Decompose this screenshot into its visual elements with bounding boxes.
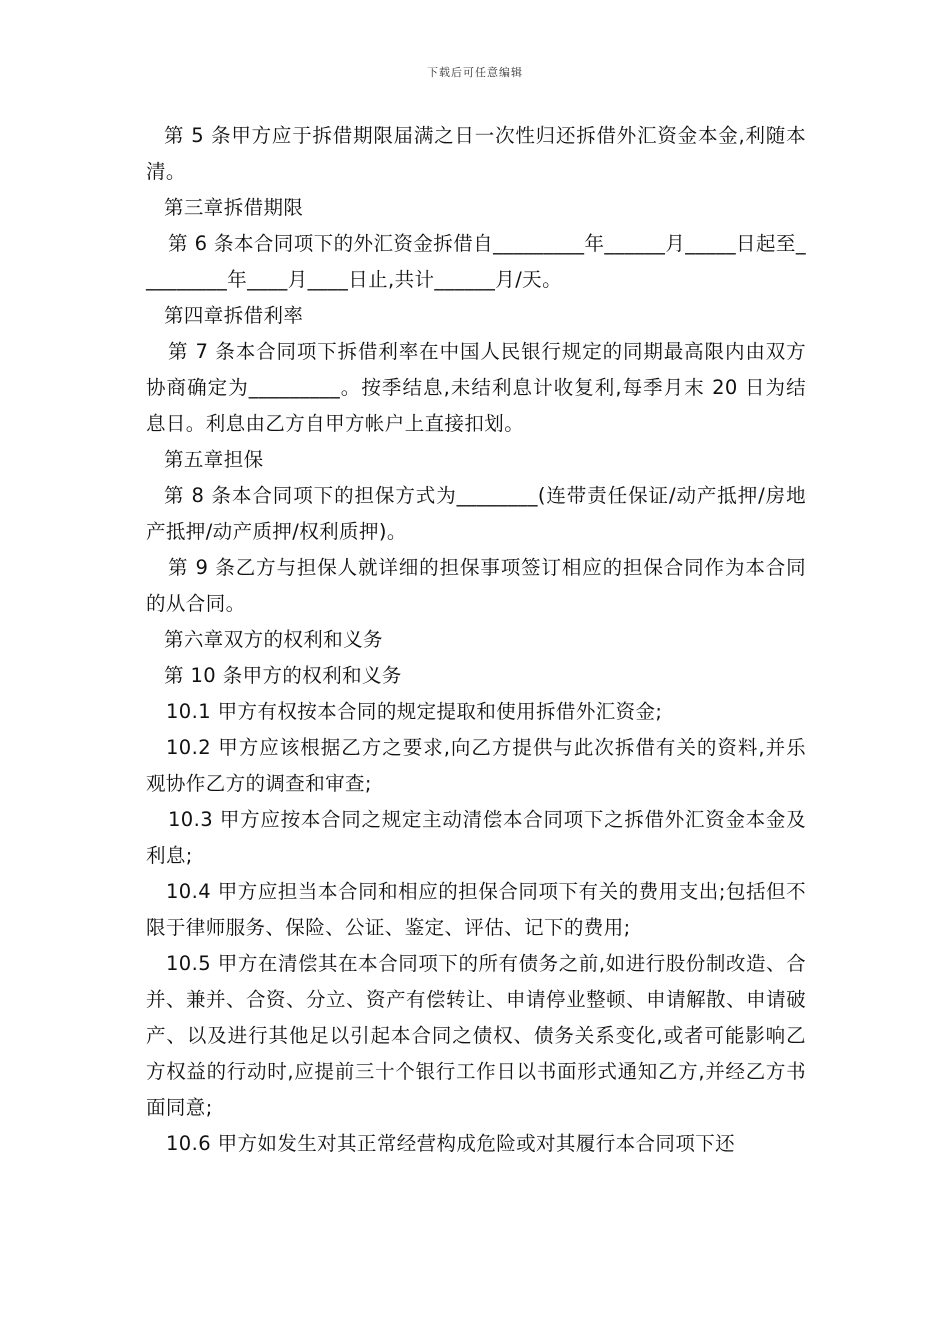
clause-10-4: 10.4 甲方应担当本合同和相应的担保合同项下有关的费用支出;包括但不限于律师服务、保险、公证、鉴定、评估、记下的费用; <box>146 880 806 939</box>
article-9: 第 9 条乙方与担保人就详细的担保事项签订相应的担保合同作为本合同的从合同。 <box>146 556 806 615</box>
clause-10-6: 10.6 甲方如发生对其正常经营构成危险或对其履行本合同项下还 <box>166 1132 736 1155</box>
article-7: 第 7 条本合同项下拆借利率在中国人民银行规定的同期最高限内由双方协商确定为_________。按季结息,未结利息计收复利,每季月末 20 日为结息日。利息由乙方自甲方帐户上直接扣划。 <box>146 340 806 435</box>
chapter-3-heading: 第三章拆借期限 <box>164 196 304 219</box>
article-6: 第 6 条本合同项下的外汇资金拆借自_________年______月_____日起至_________年____月____日止,共计______月/天。 <box>146 232 806 291</box>
chapter-4-heading: 第四章拆借利率 <box>164 304 304 327</box>
chapter-5-heading: 第五章担保 <box>164 448 264 471</box>
article-5: 第 5 条甲方应于拆借期限届满之日一次性归还拆借外汇资金本金,利随本清。 <box>146 124 806 183</box>
clause-10-2: 10.2 甲方应该根据乙方之要求,向乙方提供与此次拆借有关的资料,并乐观协作乙方的调查和审查; <box>146 736 806 795</box>
article-8: 第 8 条本合同项下的担保方式为________(连带责任保证/动产抵押/房地产抵押/动产质押/权利质押)。 <box>146 484 806 543</box>
chapter-6-heading: 第六章双方的权利和义务 <box>164 628 383 651</box>
document-body <box>146 118 806 1162</box>
page-header: 下载后可任意编辑 <box>427 66 523 79</box>
article-10: 第 10 条甲方的权利和义务 <box>164 664 402 687</box>
clause-10-5: 10.5 甲方在清偿其在本合同项下的所有债务之前,如进行股份制改造、合并、兼并、合资、分立、资产有偿转让、申请停业整顿、申请解散、申请破产、以及进行其他足以引起本合同之债权、债务关系变化,或者可能影响乙方权益的行动时,应提前三十个银行工作日以书面形式通知乙方,并经乙方书面同意; <box>146 952 806 1119</box>
clause-10-1: 10.1 甲方有权按本合同的规定提取和使用拆借外汇资金; <box>166 700 663 723</box>
clause-10-3: 10.3 甲方应按本合同之规定主动清偿本合同项下之拆借外汇资金本金及利息; <box>146 808 806 867</box>
